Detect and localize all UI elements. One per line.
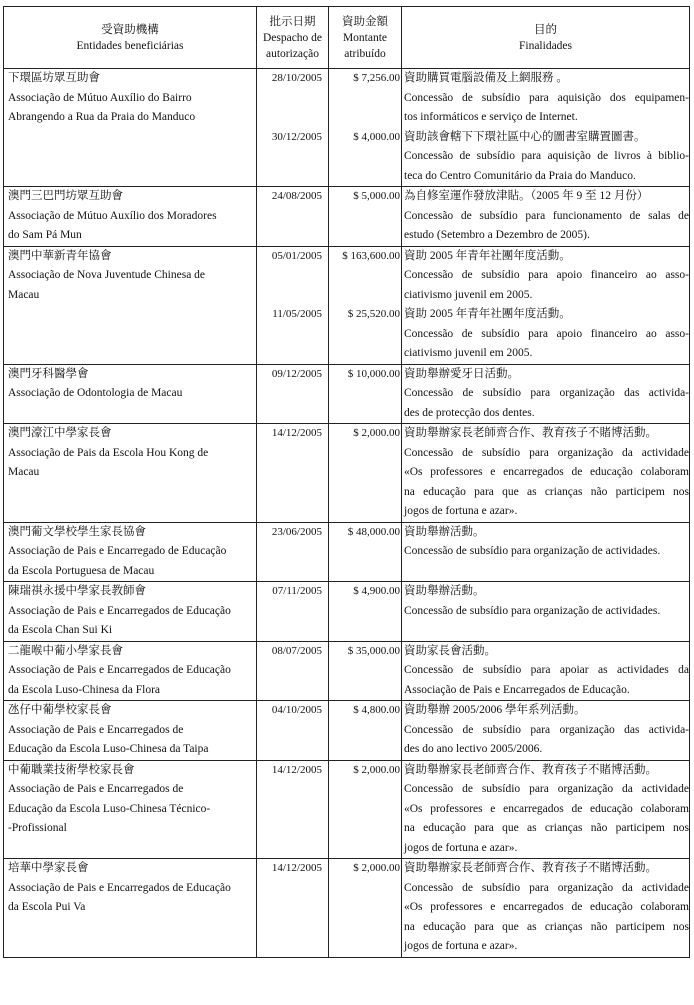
text-line: 資助舉辦愛牙日活動。 bbox=[404, 367, 519, 380]
text-line: 24/08/2005 bbox=[271, 190, 322, 202]
spacer bbox=[329, 740, 401, 760]
spacer bbox=[329, 89, 401, 109]
text-line: 資助舉辦活動。 bbox=[404, 585, 485, 597]
date-cell bbox=[257, 760, 329, 859]
entity-cell bbox=[4, 701, 257, 761]
text-line: jogos de fortuna e azar». bbox=[404, 505, 518, 517]
spacer bbox=[257, 286, 328, 306]
text-line: 07/11/2005 bbox=[272, 585, 322, 597]
purpose-cell bbox=[402, 760, 690, 859]
spacer bbox=[257, 780, 328, 800]
text-line: 陳瑞祺永援中學家長教師會 bbox=[8, 585, 146, 597]
spacer bbox=[329, 721, 401, 741]
text-line: da Escola Pui Va bbox=[8, 901, 86, 913]
text-line: 澳門濠江中學家長會 bbox=[8, 427, 112, 439]
spacer bbox=[257, 502, 328, 522]
entity-cell bbox=[4, 582, 257, 642]
spacer bbox=[329, 266, 401, 286]
text-line: Concessão de subsídio para apoio financeiro ao asso- bbox=[404, 327, 689, 340]
text-line: Concessão de subsídio para funcionamento de salas de bbox=[404, 209, 689, 222]
purpose-cell bbox=[402, 424, 690, 523]
purpose-cell bbox=[402, 641, 690, 701]
text-line: -Profissional bbox=[8, 822, 67, 834]
spacer bbox=[257, 819, 328, 839]
spacer bbox=[329, 542, 401, 562]
text-line: 中葡職業技術學校家長會 bbox=[8, 763, 135, 776]
text-line: na educação para que as crianças não participem nos bbox=[404, 822, 689, 834]
table-row bbox=[4, 859, 690, 958]
purpose-cell bbox=[402, 246, 690, 364]
text-line: 14/12/2005 bbox=[271, 427, 322, 439]
text-line: «Os professores e encarregados de educação colaboram bbox=[404, 901, 689, 913]
table-row bbox=[4, 424, 690, 523]
entity-cell bbox=[4, 246, 257, 364]
spacer bbox=[329, 325, 401, 345]
text-line: 為自修室運作發放津貼。（2005 年 9 至 12 月份） bbox=[404, 190, 649, 202]
date-cell bbox=[257, 641, 329, 701]
entity-cell bbox=[4, 522, 257, 582]
text-line: «Os professores e encarregados de educação colaboram bbox=[404, 466, 689, 478]
spacer bbox=[257, 721, 328, 741]
spacer bbox=[257, 463, 328, 483]
spacer bbox=[329, 108, 401, 128]
text-line: 30/12/2005 bbox=[271, 130, 322, 143]
entity-cell bbox=[4, 641, 257, 701]
purpose-cell bbox=[402, 701, 690, 761]
amount-cell bbox=[329, 522, 402, 582]
date-cell bbox=[257, 246, 329, 364]
text-line: $ 25,520.00 bbox=[347, 308, 400, 320]
table-row bbox=[4, 364, 690, 424]
amount-cell bbox=[329, 641, 402, 701]
text-line: Educação da Escola Luso-Chinesa da Taipa bbox=[8, 743, 209, 755]
text-line: Associação de Odontologia de Macau bbox=[8, 387, 183, 399]
spacer bbox=[257, 681, 328, 701]
text-line: 05/01/2005 bbox=[271, 249, 322, 262]
text-line: $ 2,000.00 bbox=[353, 862, 400, 874]
text-line: Concessão de subsídio para organização da actividade bbox=[404, 783, 689, 795]
text-line: Associação de Pais da Escola Hou Kong de bbox=[8, 446, 209, 459]
date-cell bbox=[257, 69, 329, 187]
entity-cell bbox=[4, 859, 257, 958]
text-line: $ 4,900.00 bbox=[353, 585, 400, 597]
text-line: Concessão de subsídio para organização da actividade bbox=[404, 446, 689, 459]
amount-cell bbox=[329, 424, 402, 523]
text-line: $ 4,800.00 bbox=[353, 704, 400, 716]
text-line: Associação de Pais e Encarregados de Educação bbox=[8, 604, 231, 617]
spacer bbox=[329, 602, 401, 622]
text-line: Concessão de subsídio para organização das activida- bbox=[404, 387, 689, 399]
text-line: 23/06/2005 bbox=[271, 525, 322, 538]
date-cell bbox=[257, 424, 329, 523]
text-line: ciativismo juvenil em 2005. bbox=[404, 288, 533, 301]
purpose-cell bbox=[402, 859, 690, 958]
text-line: 28/10/2005 bbox=[271, 72, 322, 84]
amount-cell bbox=[329, 69, 402, 187]
text-line: 資助舉辦家長老師齊合作、教育孩子不賭博活動。 bbox=[404, 763, 657, 776]
text-line: Associação de Pais e Encarregado de Educação bbox=[8, 545, 227, 557]
amount-cell bbox=[329, 582, 402, 642]
text-line: des do ano lectivo 2005/2006. bbox=[404, 743, 543, 755]
spacer bbox=[257, 444, 328, 464]
amount-cell bbox=[329, 246, 402, 364]
header-entity: 受資助機構 Entidades beneficiárias bbox=[4, 7, 257, 69]
text-line: Associação de Pais e Encarregados de Educação bbox=[8, 664, 231, 676]
spacer bbox=[329, 463, 401, 483]
date-cell bbox=[257, 187, 329, 247]
spacer bbox=[257, 800, 328, 820]
spacer bbox=[329, 819, 401, 839]
text-line: $ 10,000.00 bbox=[347, 367, 400, 380]
date-cell bbox=[257, 582, 329, 642]
text-line: jogos de fortuna e azar». bbox=[404, 940, 518, 952]
spacer bbox=[329, 839, 401, 859]
text-line: 澳門葡文學校學生家長協會 bbox=[8, 525, 146, 538]
spacer bbox=[257, 740, 328, 760]
text-line: 資助該會轄下下環社區中心的圖書室購置圖書。 bbox=[404, 130, 646, 143]
text-line: $ 2,000.00 bbox=[353, 427, 400, 439]
spacer bbox=[257, 226, 328, 246]
text-line: Macau bbox=[8, 288, 40, 301]
spacer bbox=[329, 344, 401, 364]
text-line: 08/07/2005 bbox=[271, 644, 322, 657]
spacer bbox=[329, 681, 401, 701]
purpose-cell bbox=[402, 522, 690, 582]
spacer bbox=[257, 937, 328, 957]
spacer bbox=[329, 661, 401, 681]
spacer bbox=[257, 266, 328, 286]
text-line: 資助購買電腦設備及上網服務 。 bbox=[404, 72, 568, 84]
spacer bbox=[329, 918, 401, 938]
spacer bbox=[329, 384, 401, 404]
spacer bbox=[257, 384, 328, 404]
text-line: ciativismo juvenil em 2005. bbox=[404, 347, 533, 359]
purpose-cell bbox=[402, 187, 690, 247]
text-line: Concessão de subsídio para organização da actividade bbox=[404, 881, 689, 894]
spacer bbox=[257, 325, 328, 345]
text-line: Associação de Nova Juventude Chinesa de bbox=[8, 269, 206, 281]
text-line: $ 163,600.00 bbox=[342, 249, 400, 262]
spacer bbox=[257, 918, 328, 938]
spacer bbox=[329, 800, 401, 820]
date-cell bbox=[257, 701, 329, 761]
amount-cell bbox=[329, 364, 402, 424]
text-line: 資助舉辦家長老師齊合作、教育孩子不賭博活動。 bbox=[404, 862, 657, 874]
text-line: 資助 2005 年青年社團年度活動。 bbox=[404, 249, 571, 262]
spacer bbox=[257, 108, 328, 128]
text-line: 資助家長會活動。 bbox=[404, 644, 496, 657]
spacer bbox=[257, 602, 328, 622]
text-line: Concessão de subsídio para aquisição de livros à biblio- bbox=[404, 150, 689, 162]
table-row bbox=[4, 522, 690, 582]
text-line: Associação de Pais e Encarregados de bbox=[8, 723, 184, 736]
purpose-cell bbox=[402, 582, 690, 642]
text-line: Concessão de subsídio para apoio financeiro ao asso- bbox=[404, 269, 689, 281]
text-line: do Sam Pá Mun bbox=[8, 229, 82, 241]
text-line: Associação de Pais e Encarregados de Educação. bbox=[404, 683, 630, 696]
table-row bbox=[4, 246, 690, 364]
header-amount: 資助金額 Montante atribuído bbox=[329, 7, 402, 69]
text-line: Concessão de subsídio para organização de actividades. bbox=[404, 604, 661, 617]
entity-cell bbox=[4, 187, 257, 247]
spacer bbox=[329, 444, 401, 464]
date-cell bbox=[257, 522, 329, 582]
text-line: $ 7,256.00 bbox=[353, 72, 400, 84]
spacer bbox=[329, 226, 401, 246]
spacer bbox=[329, 147, 401, 167]
text-line: $ 48,000.00 bbox=[347, 525, 400, 538]
amount-cell bbox=[329, 701, 402, 761]
spacer bbox=[257, 898, 328, 918]
amount-cell bbox=[329, 760, 402, 859]
spacer bbox=[257, 839, 328, 859]
table-header-row bbox=[4, 7, 690, 69]
entity-cell bbox=[4, 364, 257, 424]
text-line: $ 2,000.00 bbox=[353, 763, 400, 776]
text-line: 14/12/2005 bbox=[271, 862, 322, 874]
text-line: 14/12/2005 bbox=[271, 763, 322, 776]
grants-table bbox=[3, 6, 690, 958]
text-line: tos informáticos e serviço de Internet. bbox=[404, 111, 578, 123]
spacer bbox=[257, 661, 328, 681]
spacer bbox=[329, 207, 401, 227]
date-cell bbox=[257, 859, 329, 958]
spacer bbox=[257, 483, 328, 503]
spacer bbox=[257, 879, 328, 899]
text-line: Concessão de subsídio para apoiar as actividades da bbox=[404, 664, 689, 676]
text-line: 培華中學家長會 bbox=[8, 862, 89, 874]
text-line: 澳門中華新青年協會 bbox=[8, 249, 112, 262]
text-line: Abrangendo a Rua da Praia do Manduco bbox=[8, 111, 196, 123]
header-purpose: 目的 Finalidades bbox=[402, 7, 690, 69]
spacer bbox=[257, 167, 328, 187]
text-line: Educação da Escola Luso-Chinesa Técnico- bbox=[8, 802, 211, 815]
text-line: $ 35,000.00 bbox=[347, 644, 400, 657]
text-line: da Escola Luso-Chinesa da Flora bbox=[8, 683, 161, 696]
spacer bbox=[329, 898, 401, 918]
spacer bbox=[329, 286, 401, 306]
text-line: da Escola Chan Sui Ki bbox=[8, 624, 113, 636]
text-line: 氹仔中葡學校家長會 bbox=[8, 704, 112, 716]
text-line: 04/10/2005 bbox=[271, 704, 322, 716]
text-line: Concessão de subsídio para organização de actividades. bbox=[404, 545, 661, 557]
header-date: 批示日期 Despacho de autorização bbox=[257, 7, 329, 69]
date-cell bbox=[257, 364, 329, 424]
text-line: 資助舉辦活動。 bbox=[404, 525, 485, 538]
spacer bbox=[257, 344, 328, 364]
text-line: 澳門三巴門坊眾互助會 bbox=[8, 190, 123, 202]
text-line: $ 5,000.00 bbox=[353, 190, 400, 202]
text-line: Associação de Pais e Encarregados de Educação bbox=[8, 881, 231, 894]
text-line: Associação de Mútuo Auxílio dos Moradores bbox=[8, 209, 217, 222]
text-line: 資助 2005 年青年社團年度活動。 bbox=[404, 308, 571, 320]
table-row bbox=[4, 641, 690, 701]
text-line: des de protecção dos dentes. bbox=[404, 406, 535, 419]
entity-cell bbox=[4, 424, 257, 523]
text-line: na educação para que as crianças não participem nos bbox=[404, 920, 689, 933]
spacer bbox=[329, 483, 401, 503]
spacer bbox=[257, 542, 328, 562]
text-line: jogos de fortuna e azar». bbox=[404, 841, 518, 854]
text-line: Macau bbox=[8, 466, 40, 478]
text-line: 資助舉辦 2005/2006 學年系列活動。 bbox=[404, 704, 586, 716]
spacer bbox=[257, 89, 328, 109]
text-line: Associação de Pais e Encarregados de bbox=[8, 783, 184, 795]
entity-cell bbox=[4, 760, 257, 859]
spacer bbox=[329, 404, 401, 424]
amount-cell bbox=[329, 187, 402, 247]
text-line: Associação de Mútuo Auxílio do Bairro bbox=[8, 91, 192, 104]
spacer bbox=[257, 404, 328, 424]
text-line: 09/12/2005 bbox=[271, 367, 322, 380]
text-line: 11/05/2005 bbox=[272, 308, 322, 320]
text-line: $ 4,000.00 bbox=[353, 130, 400, 143]
table-row bbox=[4, 69, 690, 187]
table-row bbox=[4, 760, 690, 859]
spacer bbox=[257, 207, 328, 227]
table-row bbox=[4, 701, 690, 761]
spacer bbox=[329, 502, 401, 522]
text-line: Concessão de subsídio para aquisição dos equipamen- bbox=[404, 91, 689, 104]
purpose-cell bbox=[402, 69, 690, 187]
spacer bbox=[329, 167, 401, 187]
purpose-cell bbox=[402, 364, 690, 424]
text-line: 澳門牙科醫學會 bbox=[8, 367, 89, 380]
text-line: «Os professores e encarregados de educação colaboram bbox=[404, 802, 689, 815]
spacer bbox=[257, 147, 328, 167]
table-row bbox=[4, 582, 690, 642]
text-line: teca do Centro Comunitário da Praia do Manduco. bbox=[404, 169, 636, 182]
table-row bbox=[4, 187, 690, 247]
text-line: estudo (Setembro a Dezembro de 2005). bbox=[404, 229, 590, 241]
spacer bbox=[329, 879, 401, 899]
entity-cell bbox=[4, 69, 257, 187]
table-body bbox=[4, 69, 690, 958]
text-line: na educação para que as crianças não participem nos bbox=[404, 485, 689, 498]
spacer bbox=[329, 937, 401, 957]
text-line: 下環區坊眾互助會 bbox=[8, 72, 100, 84]
text-line: 資助舉辦家長老師齊合作、教育孩子不賭博活動。 bbox=[404, 427, 657, 439]
text-line: da Escola Portuguesa de Macau bbox=[8, 564, 155, 577]
spacer bbox=[329, 780, 401, 800]
text-line: 二龍喉中葡小學家長會 bbox=[8, 644, 123, 657]
text-line: Concessão de subsídio para organização das activida- bbox=[404, 723, 689, 736]
amount-cell bbox=[329, 859, 402, 958]
